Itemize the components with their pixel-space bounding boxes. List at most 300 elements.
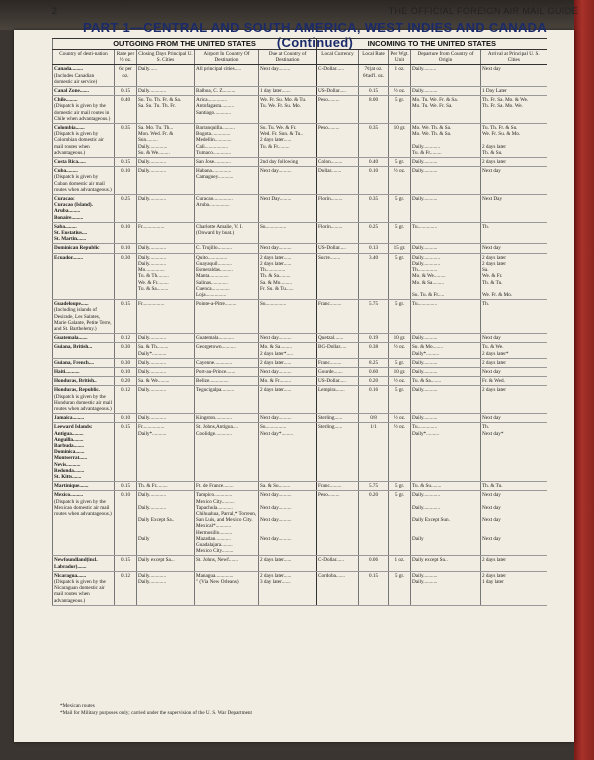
country-name: Colombia.......	[54, 125, 85, 132]
rate-cell: 0.30	[115, 253, 137, 299]
country-name: Canada.........	[54, 66, 83, 73]
lrate-cell: 0.35	[359, 124, 389, 158]
depart-cell: Daily............. Daily............. Daily Except Sun. Daily	[411, 491, 481, 556]
due-cell: Next day.........	[259, 65, 317, 87]
airport-cell: Curacao............... Aruba................	[195, 195, 259, 223]
unit-cell: 15 gr.	[389, 244, 411, 253]
closing-cell: Th. & Fr.........	[137, 482, 195, 491]
country-name: Haiti...........	[54, 368, 80, 375]
airport-cell: Arica............... Antofagasta.......... Santiago.............	[195, 96, 259, 124]
lrate-cell: 0.19	[359, 334, 389, 343]
country-note: (Dispatch is given by the Nicaraguan domestic air mail routes when advantageous.)	[54, 579, 106, 604]
airport-cell: St. Johns,Antigua.... Coolidge.............	[195, 423, 259, 482]
rate-cell: 0.12	[115, 571, 137, 605]
currency-cell: Lempira.......	[317, 386, 359, 414]
country-note: (Dispatch is given by Cuban domestic air mail routes when advantageous.)	[54, 174, 112, 193]
country-cell	[53, 377, 115, 386]
country-cell	[53, 334, 115, 343]
lrate-cell: 0.16	[359, 386, 389, 414]
closing-cell: Daily............. Daily.............	[137, 571, 195, 605]
arrive-cell: Th. & Tu.	[481, 482, 547, 491]
table-body	[53, 65, 547, 605]
due-cell: Next day..........	[259, 244, 317, 253]
table-row	[53, 377, 547, 386]
currency-cell: Franc.........	[317, 482, 359, 491]
due-cell: We. Fr. Su. Mo. & Tu. Tu. We. Fr. Su. Mo.	[259, 96, 317, 124]
arrive-cell: 2 days later 1 day later	[481, 571, 547, 605]
country-name: Mexico..........	[54, 492, 84, 499]
closing-cell: Sa. & Th......... Daily*...........	[137, 343, 195, 358]
country-cell	[53, 96, 115, 124]
arrive-cell: 2 days later	[481, 358, 547, 367]
table-row	[53, 414, 547, 423]
country-cell	[53, 482, 115, 491]
currency-cell: Florin.........	[317, 195, 359, 223]
lrate-cell: 0.15	[359, 87, 389, 96]
depart-cell: Daily...........	[411, 358, 481, 367]
country-cell	[53, 367, 115, 376]
page-number: 2	[52, 6, 58, 16]
unit-cell: 5 gr.	[389, 96, 411, 124]
column-header: Local Rate	[359, 50, 389, 65]
air-mail-table	[52, 38, 547, 606]
book-spine-edge	[574, 0, 594, 760]
running-header	[52, 6, 578, 18]
country-name: Guadeloupe......	[54, 301, 89, 308]
closing-cell: Daily.............	[137, 358, 195, 367]
lrate-cell: 0.10	[359, 167, 389, 195]
closing-cell: Sa. Mo. Tu. Th... Mon. Wed. Fr. & Sun......... Daily.............. Su. & We.........	[137, 124, 195, 158]
lrate-cell: 1/1	[359, 423, 389, 482]
airport-cell: Belize...............	[195, 377, 259, 386]
rate-cell: 0.10	[115, 367, 137, 376]
country-name: Martinique.......	[54, 483, 89, 490]
closing-cell: Daily.............	[137, 367, 195, 376]
table-row	[53, 423, 547, 482]
unit-cell: 1 oz.	[389, 556, 411, 571]
country-cell	[53, 222, 115, 244]
rate-cell: 0.10	[115, 222, 137, 244]
due-cell: 2 days later...... 2 days later...... Th............... Th. & Sa......... Sa. & Mo......... Fr. Su. & Tu......	[259, 253, 317, 299]
arrive-cell: Th. Fr. Sa. Mo. & We. Th. Fr. Sa. Mo. We.	[481, 96, 547, 124]
country-cell	[53, 414, 115, 423]
airport-cell: C. Trujillo...........	[195, 244, 259, 253]
arrive-cell: Th.	[481, 300, 547, 334]
unit-cell: ½ oz.	[389, 343, 411, 358]
part-title: PART 1—CENTRAL AND SOUTH AMERICA, WEST INDIES AND CANADA (Continued)	[82, 20, 548, 50]
currency-cell: Gourde.......	[317, 367, 359, 376]
lrate-cell: 8.25	[359, 358, 389, 367]
depart-cell: Daily...........	[411, 414, 481, 423]
country-note: (Including islands of Desirade, Les Saintes, Marie Galante, Petite Terre, and St. Barthelemy.)	[54, 307, 112, 332]
lrate-cell: 5.75	[359, 482, 389, 491]
closing-cell: Sa. & We.........	[137, 377, 195, 386]
airport-cell: Guatemala............	[195, 334, 259, 343]
closing-cell: Daily............. Daily............. Mo............... Tu. & Th......... We. & Fr......... Tu. & Sa.........	[137, 253, 195, 299]
due-cell: Su................	[259, 300, 317, 334]
arrive-cell: Th.	[481, 222, 547, 244]
due-cell: Sa. & Su.........	[259, 482, 317, 491]
closing-cell: Daily.............	[137, 87, 195, 96]
unit-cell: 10 gr.	[389, 367, 411, 376]
country-name: Curacao: Curacao (Island). Aruba......... Bonaire.........	[54, 196, 93, 221]
rate-cell: 0.10	[115, 244, 137, 253]
rate-cell: 0.15	[115, 556, 137, 571]
footnote: *Mail for Military purposes only; carried under the supervision of the U. S. War Department	[60, 709, 252, 716]
due-cell: Next day..........	[259, 167, 317, 195]
table-row	[53, 571, 547, 605]
currency-cell: US-Dollar.....	[317, 377, 359, 386]
lrate-cell: 0.20	[359, 491, 389, 556]
country-name: Guatemala.......	[54, 335, 88, 342]
unit-cell: 1 oz.	[389, 65, 411, 87]
table-row	[53, 367, 547, 376]
column-header: Due at Country of Destination	[259, 50, 317, 65]
closing-cell: Daily.............	[137, 386, 195, 414]
unit-cell: ½ oz.	[389, 167, 411, 195]
arrive-cell: Fr. & Wed.	[481, 377, 547, 386]
airport-cell: Balboa, C. Z..........	[195, 87, 259, 96]
closing-cell: Daily.............	[137, 244, 195, 253]
column-header: Arrival at Principal U. S. Cities	[481, 50, 547, 65]
airport-cell: Kingston.............	[195, 414, 259, 423]
country-name: Dominican Republic	[54, 245, 100, 252]
closing-cell: Su. Tu. Th. Fr. & Sa. Sa. Su. Tu. Th. Fr.	[137, 96, 195, 124]
table-row	[53, 253, 547, 299]
rate-cell: 0.12	[115, 334, 137, 343]
lrate-cell: 0.20	[359, 377, 389, 386]
table-row	[53, 358, 547, 367]
rate-cell: 0.15	[115, 482, 137, 491]
lrate-cell: 7¢(at oz. 6¢ad'l. oz.	[359, 65, 389, 87]
depart-cell: Daily except Su..	[411, 556, 481, 571]
unit-cell: 5 gr.	[389, 491, 411, 556]
currency-cell: Quetzal.......	[317, 334, 359, 343]
currency-cell: Florin.........	[317, 222, 359, 244]
country-name: Nicaragua.......	[54, 572, 87, 579]
airport-cell: All principal cities.....	[195, 65, 259, 87]
depart-cell: Daily..........	[411, 65, 481, 87]
depart-cell: Daily...........	[411, 87, 481, 96]
depart-cell: Tu...............	[411, 300, 481, 334]
arrive-cell: Tu. & We. 2 days later*	[481, 343, 547, 358]
airport-cell: Quito............... Guayaquil........... Esmeraldas.......... Manta............... Salinas............. Cuenca.............. Loja................	[195, 253, 259, 299]
footnote: *Mexican routes	[60, 703, 95, 709]
unit-cell: ½ oz.	[389, 423, 411, 482]
airport-cell: Managua.............. " (Via New Orleans)	[195, 571, 259, 605]
closing-cell: Fr.................	[137, 222, 195, 244]
depart-cell: Daily............. Daily............. Th............... Mo. & We......... Mo. & Sa......... Su. Tu. & Fr.....	[411, 253, 481, 299]
arrive-cell: 1 Day Later	[481, 87, 547, 96]
lrate-cell: 0.40	[359, 158, 389, 167]
table-row	[53, 65, 547, 87]
depart-cell: Daily...........	[411, 195, 481, 223]
rate-cell: 0.30	[115, 343, 137, 358]
country-name: Ecuador........	[54, 254, 83, 261]
rate-cell: 0.10	[115, 491, 137, 556]
depart-cell: Daily...........	[411, 386, 481, 414]
rate-cell: 0.40	[115, 96, 137, 124]
unit-cell: 5 gr.	[389, 386, 411, 414]
due-cell: Next day.......... Next day.......... Next day.......... Next day..........	[259, 491, 317, 556]
arrive-cell: Tu. Th. Fr. & Su. We. Fr. Su. & Mo. 2 days later Th. & Su.	[481, 124, 547, 158]
currency-cell: Franc.........	[317, 358, 359, 367]
due-cell: 2nd day following	[259, 158, 317, 167]
country-name: Honduras, Republic.	[54, 387, 100, 394]
lrate-cell: 3.40	[359, 253, 389, 299]
closing-cell: Daily.............	[137, 334, 195, 343]
currency-cell: BG-Dollar.....	[317, 343, 359, 358]
depart-cell: Daily...........	[411, 367, 481, 376]
country-cell	[53, 571, 115, 605]
arrive-cell: Next day	[481, 244, 547, 253]
currency-cell: C-Dollar......	[317, 65, 359, 87]
country-name: Saba......... St. Eustatius.... St. Martin.......	[54, 223, 88, 243]
rate-cell: 0.12	[115, 386, 137, 414]
airport-cell: Charlotte Amalie, V. I. (Onward by boat.)	[195, 222, 259, 244]
depart-cell: Tu............... Daily*..........	[411, 423, 481, 482]
due-cell: Su................	[259, 222, 317, 244]
currency-cell: Colon.........	[317, 158, 359, 167]
closing-cell: Daily............. Daily............. Daily Except Sa.. Daily	[137, 491, 195, 556]
country-cell	[53, 386, 115, 414]
airport-cell: Tegucigalpa..........	[195, 386, 259, 414]
unit-cell: 5 gr.	[389, 571, 411, 605]
airport-cell: Habana............... Camaguey............	[195, 167, 259, 195]
currency-cell: Peso.........	[317, 124, 359, 158]
closing-cell: Daily except Sa...	[137, 556, 195, 571]
country-name: Costa Rica......	[54, 159, 86, 166]
country-cell	[53, 158, 115, 167]
rate-cell: 0.30	[115, 358, 137, 367]
airport-cell: St. Johns, Newf.......	[195, 556, 259, 571]
unit-cell: 5 gr.	[389, 482, 411, 491]
unit-cell: ½ oz.	[389, 87, 411, 96]
country-name: Honduras, British..	[54, 378, 97, 385]
due-cell: Next day..........	[259, 334, 317, 343]
currency-cell: Sucre........	[317, 253, 359, 299]
table-row	[53, 300, 547, 334]
closing-cell: Daily......	[137, 65, 195, 87]
depart-cell: Daily...........	[411, 244, 481, 253]
column-header: Closing Days Principal U. S. Cities	[138, 51, 193, 64]
country-cell	[53, 556, 115, 571]
country-name: Guiana, British...	[54, 344, 93, 351]
country-note: (Includes Canadian domestic air service)	[54, 72, 98, 85]
due-cell: Next day..........	[259, 414, 317, 423]
country-cell	[53, 87, 115, 96]
unit-cell: 5 gr.	[389, 158, 411, 167]
rate-cell: 0.15	[115, 87, 137, 96]
lrate-cell: 0.35	[359, 195, 389, 223]
arrive-cell: 2 days later	[481, 158, 547, 167]
airport-cell: Georgetown...........	[195, 343, 259, 358]
due-cell: 2 days later......	[259, 556, 317, 571]
arrive-cell: Next day	[481, 65, 547, 87]
depart-cell: Su. & Mo........ Daily*..........	[411, 343, 481, 358]
due-cell: 1 day later.......	[259, 87, 317, 96]
arrive-cell: 2 days later 2 days later Sa. We. & Fr. Th. & Tu. We. Fr. & Mo.	[481, 253, 547, 299]
unit-cell: 5 gr.	[389, 222, 411, 244]
table-row	[53, 222, 547, 244]
table-row	[53, 195, 547, 223]
column-headers	[53, 50, 547, 65]
currency-cell: US-Dollar.....	[317, 244, 359, 253]
arrive-cell: Th. Next day*	[481, 423, 547, 482]
arrive-cell: Next day Next day Next day Next day	[481, 491, 547, 556]
rate-cell: 0.10	[115, 167, 137, 195]
column-header: Rate per ½ oz.	[115, 50, 137, 65]
rate-cell: 0.20	[115, 377, 137, 386]
currency-cell: Cordoba.......	[317, 571, 359, 605]
due-cell: Next day..........	[259, 367, 317, 376]
unit-cell: 5 gr.	[389, 358, 411, 367]
column-header: Airport In Country Of Destination	[195, 50, 259, 65]
lrate-cell: 0/8	[359, 414, 389, 423]
country-note: (Dispatch is given by Colombian domestic air mail routes when advantageous.)	[54, 131, 104, 156]
table-row	[53, 167, 547, 195]
currency-cell: Dollar........	[317, 167, 359, 195]
footnotes	[60, 703, 252, 716]
unit-cell: ½ oz.	[389, 377, 411, 386]
table-row	[53, 482, 547, 491]
arrive-cell: Next day	[481, 367, 547, 376]
country-name: Leeward Islands: Antigua......... Anguilla........ Barbuda........ Dominica....... Montserrat...... Nevis........... Redonda........ St. Kitts.......	[54, 424, 93, 480]
table-row	[53, 386, 547, 414]
closing-cell: Fr................. Daily*...........	[137, 423, 195, 482]
rate-cell: 0.10	[115, 414, 137, 423]
table-row	[53, 334, 547, 343]
airport-cell: Cayenne..............	[195, 358, 259, 367]
outgoing-section-heading: OUTGOING FROM THE UNITED STATES	[53, 39, 317, 50]
currency-cell: Peso.........	[317, 491, 359, 556]
table-row	[53, 96, 547, 124]
closing-cell: Daily.............	[137, 158, 195, 167]
rate-cell: 0.15	[115, 158, 137, 167]
depart-cell: Mo. Tu. We. Fr. & Sa. Mo. Tu. We. Fr. Sa.	[411, 96, 481, 124]
column-header: Per Wgt. Unit	[390, 51, 409, 64]
rate-cell: 0.15	[115, 300, 137, 334]
country-cell	[53, 491, 115, 556]
running-title: THE OFFICIAL FOREIGN AIR MAIL GUIDE	[388, 6, 578, 16]
due-cell: 2 days later...... 3 day later.......	[259, 571, 317, 605]
table-row	[53, 556, 547, 571]
closing-cell: Daily.............	[137, 167, 195, 195]
country-note: (Dispatch is given by the Mexican domestic air mail routes when advantageous.)	[54, 498, 112, 517]
arrive-cell: Next day	[481, 334, 547, 343]
due-cell: Mo. & Fr.........	[259, 377, 317, 386]
lrate-cell: 0.38	[359, 343, 389, 358]
unit-cell: 10 gr.	[389, 124, 411, 158]
airport-cell: Pointe-a-Pitre.........	[195, 300, 259, 334]
lrate-cell: 0.25	[359, 222, 389, 244]
lrate-cell: 5.75	[359, 300, 389, 334]
country-cell	[53, 195, 115, 223]
arrive-cell: Next day	[481, 414, 547, 423]
country-name: Jamaica.........	[54, 415, 85, 422]
country-cell	[53, 343, 115, 358]
depart-cell: Tu...............	[411, 222, 481, 244]
currency-cell: C-Dollar......	[317, 556, 359, 571]
currency-cell: Sterling......	[317, 423, 359, 482]
unit-cell: 5 gr.	[389, 253, 411, 299]
country-name: Canal Zone.......	[54, 88, 89, 95]
depart-cell: Tu. & Su........	[411, 482, 481, 491]
due-cell: 2 days later......	[259, 358, 317, 367]
arrive-cell: Next Day	[481, 195, 547, 223]
country-cell	[53, 167, 115, 195]
table-row	[53, 158, 547, 167]
country-cell	[53, 358, 115, 367]
table-row	[53, 244, 547, 253]
country-note: (Dispatch is given by the Honduran domestic air mail routes when advantageous.)	[54, 393, 113, 412]
airport-cell: Barranquilla.......... Bogota............... Medellin............. Cali.................. Tumaco..............	[195, 124, 259, 158]
country-name: Newfoundland(incl. Labrador).......	[54, 557, 98, 570]
rate-cell: 6c per oz.	[115, 65, 137, 87]
table-row	[53, 124, 547, 158]
table-row	[53, 343, 547, 358]
lrate-cell: 8.00	[359, 96, 389, 124]
incoming-section-heading: INCOMING TO THE UNITED STATES	[317, 39, 547, 50]
country-name: Guiana, French....	[54, 359, 94, 366]
arrive-cell: Next day	[481, 167, 547, 195]
arrive-cell: 2 days later	[481, 556, 547, 571]
country-name: Chile.........	[54, 97, 78, 104]
country-name: Cuba.........	[54, 168, 78, 175]
country-cell	[53, 65, 115, 87]
unit-cell: ½ oz.	[389, 414, 411, 423]
due-cell: Next Day.........	[259, 195, 317, 223]
airport-cell: Tampico.............. Mexico City.......... Tapachula............ Chihuahua, Parral,* Torreon, San Luis, and Mexico City. Mexical*............ Hermosillo.......... Mazatlan............ Guadalajara......... Mexico City.........	[195, 491, 259, 556]
currency-cell: Franc.........	[317, 300, 359, 334]
lrate-cell: 0.60	[359, 367, 389, 376]
depart-cell: Daily...........	[411, 158, 481, 167]
due-cell: Su................ Next day*.........	[259, 423, 317, 482]
country-cell	[53, 124, 115, 158]
airport-cell: Ft. de France........	[195, 482, 259, 491]
due-cell: Mo. & Sa......... 2 days later*.....	[259, 343, 317, 358]
unit-cell: 10 gr.	[389, 334, 411, 343]
depart-cell: Daily...........	[411, 334, 481, 343]
closing-cell: Daily.............	[137, 414, 195, 423]
depart-cell: Tu. & Sa........	[411, 377, 481, 386]
currency-cell: Peso.........	[317, 96, 359, 124]
depart-cell: Daily...........	[411, 167, 481, 195]
rate-cell: 0.35	[115, 124, 137, 158]
country-cell	[53, 253, 115, 299]
airport-cell: San Jose.............	[195, 158, 259, 167]
rate-cell: 0.25	[115, 195, 137, 223]
lrate-cell: 0.15	[359, 571, 389, 605]
country-cell	[53, 244, 115, 253]
lrate-cell: 0.06	[359, 556, 389, 571]
country-note: (Dispatch is given by the domestic air mail routes in Chile when advantageous.)	[54, 103, 111, 122]
table-row	[53, 491, 547, 556]
depart-cell: Daily........... Daily...........	[411, 571, 481, 605]
unit-cell: 5 gr.	[389, 195, 411, 223]
column-header: Country of desti-nation	[53, 50, 115, 65]
airport-cell: Port-au-Prince.......	[195, 367, 259, 376]
column-header: Local Currency	[317, 50, 359, 65]
due-cell: 2 days later......	[259, 386, 317, 414]
closing-cell: Daily.............	[137, 195, 195, 223]
due-cell: Su. Tu. We. & Fr. Wed. Fr. Sun. & Tu.. 2 days later...... Tu. & Fr.........	[259, 124, 317, 158]
column-header: Departure from Country of Origin	[411, 50, 481, 65]
currency-cell: Sterling......	[317, 414, 359, 423]
closing-cell: Fr.................	[137, 300, 195, 334]
depart-cell: Mo. We. Th. & Sa. Mo. We. Th. & Sa. Daily............. Tu. & Fr.........	[411, 124, 481, 158]
country-cell	[53, 423, 115, 482]
